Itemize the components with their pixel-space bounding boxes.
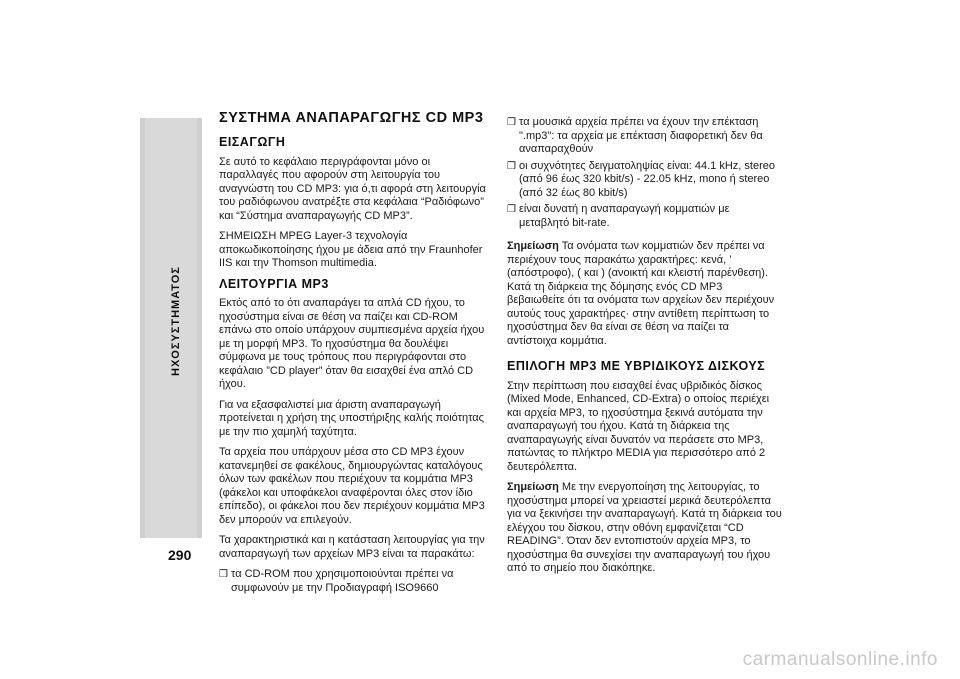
intro-heading: ΕΙΣΑΓΩΓΗ	[219, 135, 286, 149]
note-2	[507, 481, 782, 576]
spec-list-left	[219, 568, 492, 595]
list-item	[507, 160, 782, 201]
list-item-text: τα μουσικά αρχεία πρέπει να έχουν την επέκταση ".mp3": τα αρχεία με επέκταση διαφορετική δεν θα αναπαραχθούν	[519, 116, 763, 155]
spec-list-right	[507, 116, 782, 230]
function-paragraph-4: Τα χαρακτηριστικά και η κατάσταση λειτουργίας για την αναπαραγωγή των αρχείων MP3 είναι τα παρακάτω:	[219, 534, 485, 560]
section-side-title: ΗΧΟΣΥΣΤΗΜΑΤΟΣ	[170, 266, 182, 376]
list-item	[507, 116, 782, 157]
list-item	[507, 203, 782, 230]
function-paragraph-1: Εκτός από το ότι αναπαράγει τα απλά CD ήχου, το ηχοσύστημα είναι σε θέση να παίζει και CD-ROM επάνω στο οποίο υπάρχουν συμπιεσμένα αρχεία ήχου με τη μορφή MP3. Το ηχοσύστημα θα δουλέψει σύμφωνα με τους τρόπους που περιγράφονται στο κεφάλαιο ”CD player” όταν θα εισαχθεί ένα απλό CD ήχου.	[219, 297, 485, 390]
watermark-text: carmanualsonline.info	[742, 649, 938, 670]
intro-paragraph-2: ΣΗΜΕΙΩΣΗ MPEG Layer-3 τεχνολογία αποκωδικοποίησης ήχου με άδεια από την Fraunhofer IIS και την Thomson multimedia.	[219, 230, 483, 269]
page-number: 290	[168, 547, 192, 563]
page-title: ΣΥΣΤΗΜΑ ΑΝΑΠΑΡΑΓΩΓΗΣ CD MP3	[219, 110, 484, 126]
checkbox-bullet-icon: ❒	[507, 160, 516, 172]
list-item-text: τα CD-ROM που χρησιμοποιούνται πρέπει να συμφωνούν με την Προδιαγραφή ISO9660	[231, 568, 454, 594]
checkbox-bullet-icon: ❒	[507, 204, 516, 215]
hybrid-paragraph-1: Στην περίπτωση που εισαχθεί ένας υβριδικός δίσκος (Mixed Mode, Enhanced, CD-Extra) ο οποίος περιέχει και αρχεία MP3, το ηχοσύστημα ξεκινά αυτόματα την αναπαραγωγή του ήχου. Κατά τη διάρκεια της αναπαραγωγής είναι δυνατόν να περάσετε στο MP3, πατώντας το πλήκτρο MEDIA για περισσότερο από 2 δευτερόλεπτα.	[507, 379, 770, 473]
list-item-text: οι συχνότητες δειγματοληψίας είναι: 44.1 kHz, stereo (από 96 έως 320 kbit/s) - 22.05 kHz, mono ή stereo (από 32 έως 80 kbit/s)	[519, 159, 775, 199]
hybrid-heading: ΕΠΙΛΟΓΗ MP3 ΜΕ ΥΒΡΙΔΙΚΟΥΣ ΔΙΣΚΟΥΣ	[507, 359, 766, 373]
note-label: Σημείωση	[507, 240, 559, 252]
right-column	[507, 116, 782, 583]
note-1	[507, 240, 782, 348]
left-column	[219, 110, 492, 599]
list-item-text: είναι δυνατή η αναπαραγωγή κομματιών με μεταβλητό bit-rate.	[519, 203, 730, 229]
note-text: Τα ονόματα των κομματιών δεν πρέπει να περιέχουν τους παρακάτω χαρακτήρες: κενά, ’ (απόστροφο), ( και ) (ανοικτή και κλειστή παρένθεση). Κατά τη διάρκεια της δόμησης ενός CD MP3 βεβαιωθείτε ότι τα ονόματα των αρχείων δεν περιέχουν αυτούς τους χαρακτήρες· στην αντίθετη περίπτωση το ηχοσύστημα δεν θα είναι σε θέση να παίζει τα αντίστοιχα κομμάτια.	[507, 240, 775, 347]
function-paragraph-3: Τα αρχεία που υπάρχουν μέσα στο CD MP3 έχουν κατανεμηθεί σε φακέλους, δημιουργώντας καταλόγους όλων των φακέλων που περιέχουν τα κομμάτια MP3 (φάκελοι και υποφάκελοι αναφέρονται όλες στον ίδιο επίπεδο), οι φάκελοι που δεν περιέχουν κομμάτια MP3 δεν μπορούν να επιλεγούν.	[219, 446, 485, 526]
function-heading: ΛΕΙΤΟΥΡΓΙΑ MP3	[219, 276, 329, 291]
note-text: Με την ενεργοποίηση της λειτουργίας, το ηχοσύστημα μπορεί να χρειαστεί μερικά δευτερόλεπτα για να ξεκινήσει την αναπαραγωγή. Κατά τη διάρκεια του ελέγχου του δίσκου, στην οθόνη εμφανίζεται “CD READING”. Όταν δεν εντοπιστούν αρχεία MP3, το ηχοσύστημα θα συνεχίσει την αναπαραγωγή του ήχου από το σημείο που διακόπηκε.	[507, 481, 782, 574]
list-item	[219, 568, 492, 595]
checkbox-bullet-icon: ❒	[507, 117, 516, 128]
intro-paragraph-1: Σε αυτό το κεφάλαιο περιγράφονται μόνο οι παραλλαγές που αφορούν στη λειτουργία του αναγνώστη του CD MP3: για ό,τι αφορά στη λειτουργία του ραδιόφωνου ανατρέξτε στα κεφάλαια “Ραδιόφωνο” και “Σύστημα αναπαραγωγής CD MP3”.	[219, 155, 486, 222]
function-paragraph-2: Για να εξασφαλιστεί μια άριστη αναπαραγωγή προτείνεται η χρήση της υποστήριξης καλής ποιότητας με την πιο χαμηλή ταχύτητα.	[219, 398, 484, 438]
checkbox-bullet-icon: ❒	[219, 569, 228, 580]
note-label: Σημείωση	[507, 481, 559, 493]
